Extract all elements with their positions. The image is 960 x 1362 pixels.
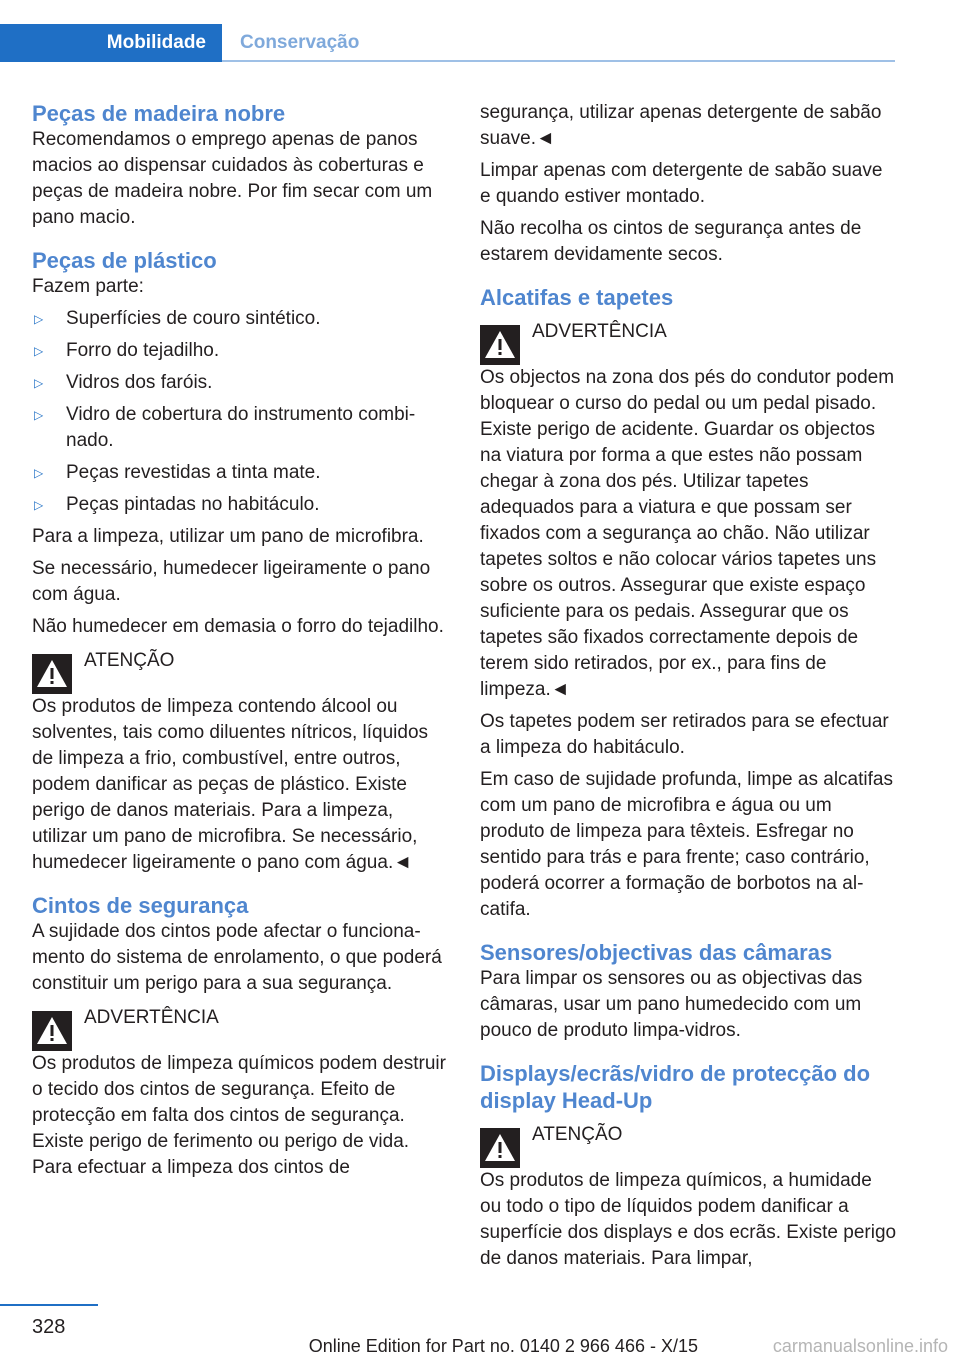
plastic-intro: Fazem parte: (32, 276, 144, 297)
list-item: ▷ Forro do tejadilho. (32, 338, 450, 364)
bullet-triangle-icon: ▷ (34, 498, 44, 512)
warning-block-carpets (480, 319, 898, 703)
edition-footer: Online Edition for Part no. 0140 2 966 466 - X/15 (308, 1336, 698, 1356)
carpets-paragraph-1: Os tapetes podem ser retirados para se efectuar a limpeza do habitáculo. (480, 711, 889, 758)
wood-text: Recomendamos o emprego apenas de panos macios ao dispensar cuidados às coberturas e peças de madeira nobre. Por fim secar com um pano macio. (32, 129, 433, 228)
warning-text: Os produtos de limpeza químicos podem destruir o tecido dos cintos de segurança. Efeito de protecção em falta dos cintos de segurança. Existe perigo de ferimento ou perigo de vida. Para efectuar a limpeza dos cintos de (32, 1053, 446, 1178)
warning-title: ATENÇÃO (532, 1124, 623, 1145)
right-column (480, 100, 898, 1278)
list-item: ▷ Vidro de cobertura do instrumento combinado. (32, 402, 450, 454)
warning-block-belts (32, 1005, 450, 1181)
belts-text: A sujidade dos cintos pode afectar o funcionamento do sistema de enrolamento, o que poderá constituir um perigo para a sua segurança. (32, 921, 442, 994)
list-item: ▷ Vidros dos faróis. (32, 370, 450, 396)
left-column (32, 100, 450, 1187)
list-item: ▷ Superfícies de couro sintético. (32, 306, 450, 332)
list-item: ▷ Peças pintadas no habitáculo. (32, 492, 450, 518)
warning-block-displays (480, 1122, 898, 1272)
list-item: ▷ Peças revestidas a tinta mate. (32, 460, 450, 486)
bullet-triangle-icon: ▷ (34, 312, 44, 326)
warning-triangle-icon (480, 1128, 520, 1168)
tab-mobilidade[interactable]: Mobilidade (0, 24, 222, 62)
plastic-paragraph-1: Para a limpeza, utilizar um pano de microfibra. (32, 526, 424, 547)
heading-wood-parts: Peças de madeira nobre (32, 101, 286, 126)
warning-title: ADVERTÊNCIA (532, 321, 667, 342)
warning-text: Os produtos de limpeza contendo álcool ou solventes, tais como diluentes nítricos, líquidos de limpeza a frio, combustível, entre outros, podem danificar as peças de plástico. Existe perigo de danos materiais. Para a limpeza, utilizar um pano de microfibra. Se necessário, humedecer ligeiramente o pano com água.◄ (32, 696, 429, 873)
page-number: 328 (32, 1316, 66, 1338)
warning-triangle-icon (480, 325, 520, 365)
tab-underline (222, 60, 895, 62)
warning-triangle-icon (32, 654, 72, 694)
carpets-paragraph-2: Em caso de sujidade profunda, limpe as alcatifas com um pano de microfibra e água ou um produto de limpeza para têxteis. Esfregar no sentido para trás e para frente; caso contrário, poderá ocorrer a formação de borbotos na alcatifa. (480, 769, 893, 920)
belts-continued-2: Limpar apenas com detergente de sabão suave e quando estiver montado. (480, 160, 883, 207)
warning-block-plastic (32, 648, 450, 876)
warning-triangle-icon (32, 1011, 72, 1051)
bullet-triangle-icon: ▷ (34, 344, 44, 358)
watermark: carmanualsonline.info (772, 1336, 948, 1356)
warning-title: ADVERTÊNCIA (84, 1007, 219, 1028)
heading-plastic-parts: Peças de plástico (32, 248, 217, 273)
sensors-text: Para limpar os sensores ou as objectivas das câmaras, usar um pano humedecido com um pouco de produto limpa-vidros. (480, 968, 863, 1041)
heading-displays: Displays/ecrãs/vidro de protecção do display Head-Up (480, 1061, 871, 1113)
bullet-triangle-icon: ▷ (34, 408, 44, 422)
belts-continued-1: segurança, utilizar apenas detergente de sabão suave.◄ (480, 102, 882, 149)
warning-text: Os produtos de limpeza químicos, a humidade ou todo o tipo de líquidos podem danificar a superfície dos displays e dos ecrãs. Existe perigo de danos materiais. Para limpar, (480, 1170, 897, 1269)
warning-text: Os objectos na zona dos pés do condutor podem bloquear o curso do pedal ou um pedal pisado. Existe perigo de acidente. Guardar os objectos na viatura por forma a que estes não possam chegar à zona dos pés. Utilizar tapetes adequados para a viatura e que possam ser fixados com a segurança ao chão. Não utilizar tapetes soltos e não colocar vários tapetes uns sobre os outros. Assegurar que existe espaço suficiente para os pedais. Assegurar que os tapetes são fixados correctamente depois de terem sido retirados, por ex., para fins de limpeza.◄ (480, 367, 895, 700)
page-number-rule (0, 1304, 98, 1306)
bullet-triangle-icon: ▷ (34, 466, 44, 480)
plastic-paragraph-2: Se necessário, humedecer ligeiramente o pano com água. (32, 558, 431, 605)
heading-seat-belts: Cintos de segurança (32, 893, 249, 918)
tab-conservacao[interactable]: Conservação (240, 32, 360, 53)
belts-continued-3: Não recolha os cintos de segurança antes de estarem devidamente secos. (480, 218, 862, 265)
heading-carpets: Alcatifas e tapetes (480, 285, 674, 310)
plastic-list (32, 306, 450, 518)
section-tab-bar (0, 24, 895, 62)
plastic-paragraph-3: Não humedecer em demasia o forro do tejadilho. (32, 616, 444, 637)
heading-sensors: Sensores/objectivas das câmaras (480, 940, 833, 965)
warning-title: ATENÇÃO (84, 650, 175, 671)
bullet-triangle-icon: ▷ (34, 376, 44, 390)
